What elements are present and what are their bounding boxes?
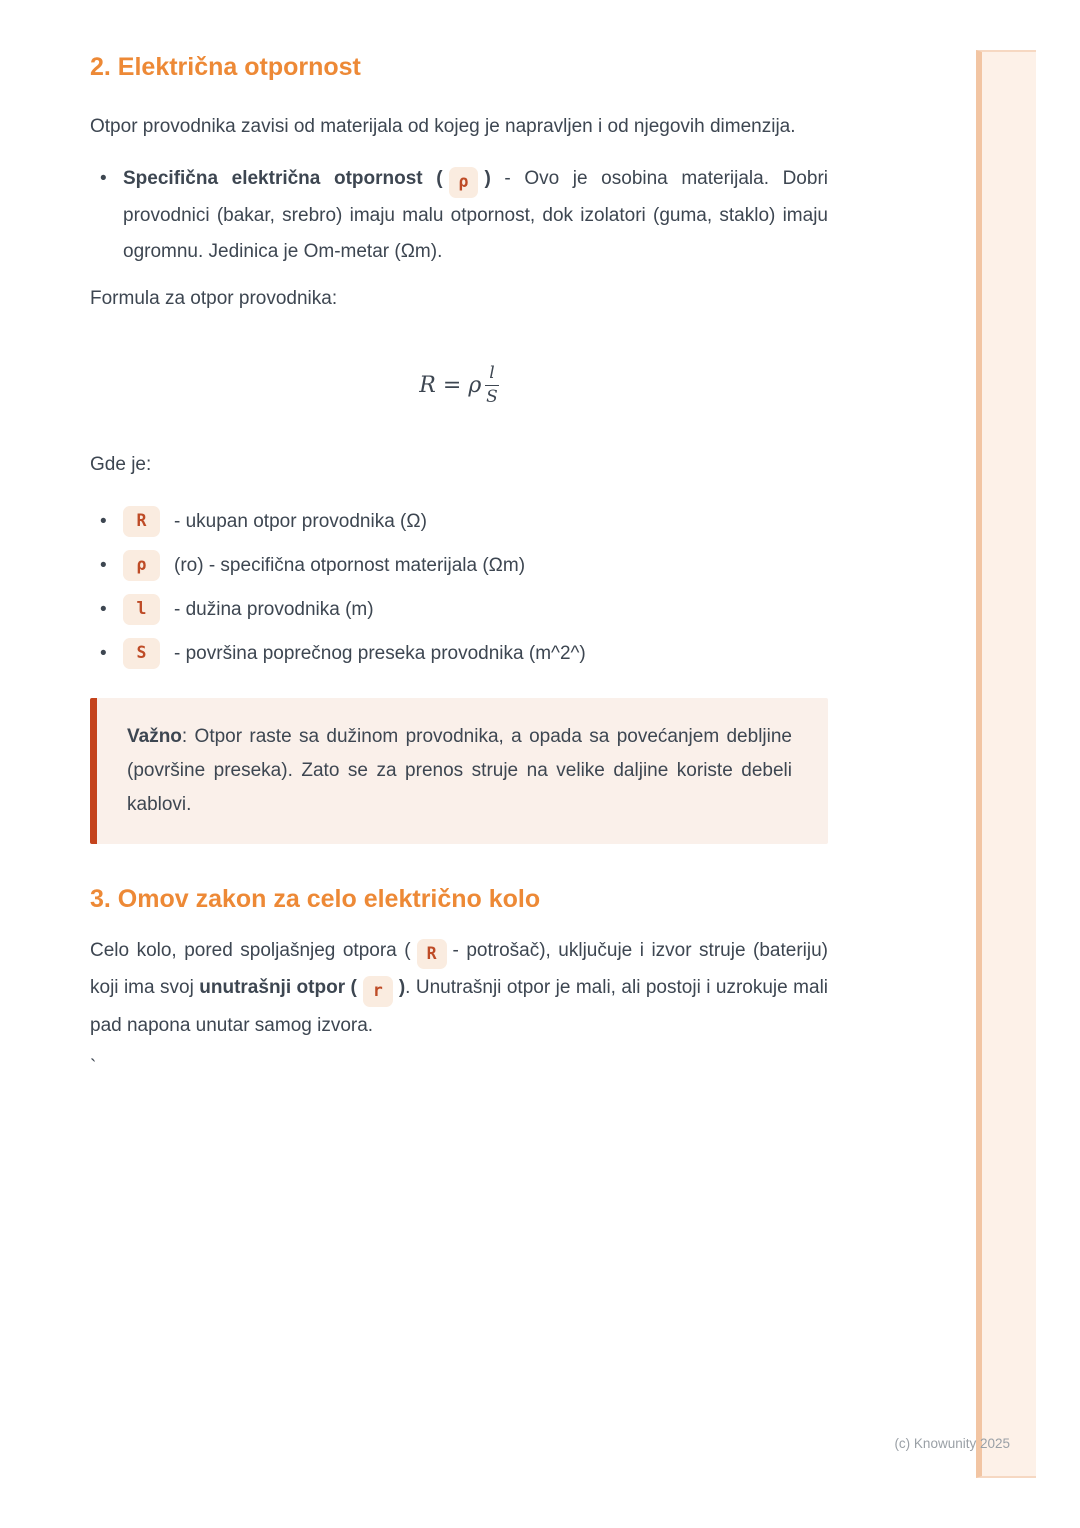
bullet-rest-text: - Ovo je osobina materijala. Dobri provodnici (bakar, srebro) imaju malu otpornost, dok izolatori (guma, staklo) imaju ogromnu. Jedinica je Om-metar (Ωm). bbox=[123, 168, 828, 262]
symbol-code-l: • l bbox=[123, 594, 160, 625]
section-2-intro: Otpor provodnika zavisi od materijala od kojeg je napravljen i od njegovih dimenzija. bbox=[90, 116, 796, 137]
symbol-desc: - dužina provodnika (m) bbox=[174, 598, 374, 620]
para3-bold-2: ) bbox=[398, 977, 406, 998]
symbol-row-R bbox=[90, 506, 828, 538]
symbol-row-l bbox=[90, 594, 828, 626]
para3-text-1: Celo kolo, pored spoljašnjeg otpora ( bbox=[90, 939, 411, 961]
callout-body: : Otpor raste sa dužinom provodnika, a opada sa povećanjem debljine (površine preseka). Zato se za prenos struje na velike daljine koriste debeli kablovi. bbox=[127, 725, 792, 815]
formula-label: Formula za otpor provodnika: bbox=[90, 287, 338, 309]
important-callout bbox=[90, 698, 828, 844]
copyright-footer: (c) Knowunity 2025 bbox=[894, 1436, 1010, 1451]
symbol-definitions bbox=[90, 506, 828, 670]
right-margin-stripe bbox=[976, 50, 1036, 1478]
section-3-paragraph bbox=[90, 932, 828, 1044]
list-item-specific-resistance bbox=[90, 161, 828, 270]
symbol-desc: - površina poprečnog preseka provodnika (m^2^) bbox=[174, 642, 586, 664]
section-2-heading: 2. Električna otpornost bbox=[90, 53, 361, 81]
callout-label: Važno bbox=[127, 725, 182, 747]
section-3-heading: 3. Omov zakon za celo električno kolo bbox=[90, 884, 541, 913]
formula-lhs: R bbox=[419, 373, 436, 398]
bullet-bold-text: Specifična električna otpornost ( bbox=[123, 168, 443, 189]
formula-denominator: S bbox=[486, 387, 498, 407]
inline-code-R: R bbox=[417, 939, 447, 970]
symbol-row-S bbox=[90, 638, 828, 670]
formula-equals: = bbox=[442, 373, 462, 398]
para3-bold-1: unutrašnji otpor ( bbox=[199, 977, 357, 998]
symbol-code-S: • S bbox=[123, 638, 160, 669]
formula-fraction bbox=[485, 363, 498, 409]
where-label: Gde je: bbox=[90, 453, 152, 475]
formula-rho: ρ bbox=[468, 373, 482, 398]
property-list bbox=[90, 161, 828, 270]
formula-numerator: l bbox=[485, 363, 498, 386]
para3-text-3: . Unutrašnji otpor je mali, ali postoji i uzrokuje mali pad napona unutar samog izvora. bbox=[90, 977, 829, 1036]
resistance-formula bbox=[90, 354, 828, 418]
inline-code-r: r bbox=[363, 976, 393, 1007]
document-content bbox=[90, 0, 828, 1078]
para3-text-2: - potrošač), uključuje i izvor struje (bateriju) koji ima svoj bbox=[90, 939, 828, 998]
stray-backtick: ` bbox=[90, 1056, 97, 1078]
symbol-code-rho: • ρ bbox=[123, 550, 160, 581]
symbol-desc: (ro) - specifična otpornost materijala (Ωm) bbox=[174, 554, 526, 576]
symbol-desc: - ukupan otpor provodnika (Ω) bbox=[174, 510, 427, 532]
symbol-row-rho bbox=[90, 550, 828, 582]
inline-code-rho: ρ bbox=[449, 167, 479, 198]
symbol-code-R: • R bbox=[123, 506, 160, 537]
callout-text bbox=[127, 720, 792, 822]
bullet-bold-close: ) bbox=[484, 168, 491, 189]
